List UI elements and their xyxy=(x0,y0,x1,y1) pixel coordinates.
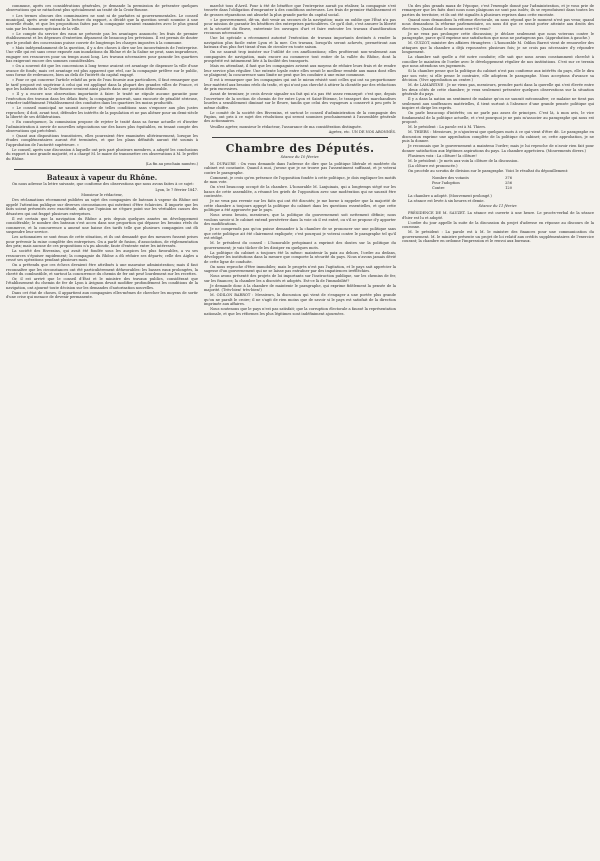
paragraph: Si la chambre pense que la politique du cabinet n'est pas conforme aux intérêts du pays, elle le dira par son vote; si elle pense le contraire, elle adoptera le paragraphe. Nous acceptons d'avance sa décision. (Vive approbation au centre.) xyxy=(402,69,594,83)
paragraph: marché tous d'Avril. Pour à été de bénéfice que l'entreprise aurait pu réaliser, la compagnie s'est trouvée dans l'obligation d'emprunter à des conditions onéreuses. Les frais de premier établissement et de grosses réparations ont absorbé la plus grande partie du capital social. xyxy=(204,4,396,17)
article-commune-body xyxy=(6,4,198,161)
paragraph: Mais en attendant, il faut que les compagnies avisent aux moyens de réduire leurs frais et de rendre leur service plus régulier. Une entente loyale entre elles serait le meilleur remède aux maux dont elles se plaignent; la concurrence sans limite ne peut que les conduire à une ruine commune. xyxy=(204,64,396,78)
paragraph: commune, après ces considérations générales, je demande la permission de présenter quelques observations qui se rattachent plus spécialement au traité de la Croix-Rousse. xyxy=(6,4,198,13)
paragraph: On procède au scrutin de division sur le paragraphe. Voici le résultat du dépouillement: xyxy=(408,168,569,173)
paragraph: Je ne comprends pas qu'on puisse demander à la chambre de se prononcer sur une politique sans que cette politique ait été clairement expliquée; c'est pourquoi je voterai contre le paragraphe tel qu'il est rédigé. xyxy=(204,227,396,241)
paragraph: Je ne veux pas revenir sur les faits qui ont été discutés; je me borne à rappeler que la majorité de cette chambre a toujours appuyé la politique du cabinet dans les questions essentielles, et que cette politique a été approuvée par le pays. xyxy=(204,199,396,213)
article-bateaux-body xyxy=(6,198,198,300)
paragraph: « Le gouvernement, dit-on, doit venir au secours de la navigation; mais on oublie que l'État n'a pas pour mission de garantir les bénéfices des entreprises particulières. Ce qu'il doit, c'est assurer la liberté et la sécurité du fleuve, entretenir les ouvrages d'art et faire exécuter les travaux d'amélioration reconnus nécessaires. xyxy=(204,17,396,36)
section-divider xyxy=(212,137,388,138)
paragraph: M. GUIZOT, ministre des affaires étrangères : L'honorable M. Odilon Barrot vient de renouveler des attaques que la chambre a déjà repoussées plusieurs fois; je ne crois pas nécessaire d'y répondre longuement. xyxy=(402,41,594,55)
paragraph: Or, il est arrivé que le conseil d'État et le ministre des travaux publics, considérant que l'établissement du chemin de fer de Lyon à Avignon devait modifier profondément les conditions de la navigation, ont ajourné toute décision sur les demandes d'autorisation nouvelles. xyxy=(6,277,198,290)
section-divider xyxy=(14,169,190,170)
paragraph: Je reconnais que le gouvernement a maintenu l'ordre; mais je lui reproche de n'avoir rien fait pour donner satisfaction aux légitimes aspirations du pays. La chambre appréciera. (Mouvements divers.) xyxy=(402,144,594,153)
paragraph: M. THIERS : Messieurs, je n'ajouterai que quelques mots à ce qui vient d'être dit. Le paragraphe en discussion exprime une approbation complète de la politique du cabinet; or, cette approbation, je ne puis la donner. xyxy=(402,130,594,144)
paragraph: Le comité de la société des Riverains, et surtout le conseil d'administration de la compagnie des Papins, ont pris à ce sujet des résolutions qui seront soumises prochainement à l'assemblée générale des actionnaires. xyxy=(204,110,396,124)
column-2 xyxy=(204,4,396,853)
paragraph: Il est à remarquer que les compagnies qui ont le mieux résisté sont celles qui ont su proportionner leur matériel aux besoins réels du trafic, et qui n'ont pas cherché à attirer la clientèle par des réductions de prix excessives. xyxy=(204,78,396,92)
paragraph: Nous avons besoin, messieurs, que la politique du gouvernement soit nettement définie; nous voulons savoir si le cabinet entend persévérer dans la voie où il est entré, ou s'il se propose d'y apporter des modifications. xyxy=(204,213,396,227)
letter-signature: Agréez, etc. UN DE NOS ABONNÉS. xyxy=(328,129,396,134)
paragraph: Je ne veux pas prolonger cette discussion; je déclare seulement que nous voterons contre le paragraphe, parce qu'il exprime une satisfaction que nous ne partageons pas. (Approbation à gauche.) xyxy=(402,31,594,41)
paragraph: M. le président : La parole est à M. Thiers. xyxy=(408,125,487,130)
letter-dateline: Lyon, le 7 février 1847. xyxy=(155,187,198,192)
column-3 xyxy=(402,4,594,853)
paragraph: « Le conseil municipal ne saurait accepter de telles conditions sans s'exposer aux plus justes reproches; il doit, avant tout, défendre les intérêts de la population et ne pas aliéner pour un demi-siècle la liberté de ses délibérations. xyxy=(6,106,198,120)
paragraph: Nous soutenons que le pays n'est pas satisfait; que la corruption électorale a faussé la représentation nationale, et que les réformes les plus légitimes sont indéfiniment ajournées. xyxy=(204,307,396,316)
paragraph: M. ODILON BARROT : Messieurs, la discussion qui vient de s'engager a une portée plus grande qu'on ne paraît le croire; il ne s'agit de rien moins que de savoir si le pays est satisfait de la direction imprimée aux affaires. xyxy=(204,293,396,307)
paragraph: On ne saurait trop insister sur l'utilité de ces améliorations; elles profiteront non-seulement aux compagnies de navigation, mais encore au commerce tout entier de la vallée du Rhône, dont la prospérité est intimement liée à la facilité des transports. xyxy=(204,50,396,64)
paragraph: (La clôture est prononcée.) xyxy=(408,163,458,168)
section-title-bateaux: Bateaux à vapeur du Rhône. xyxy=(46,173,158,183)
paragraph: « Mais indépendamment de la question, il y a des choses à dire sur les inconvénients de l'entreprise. Une ville qui est sans cesse exposée aux inondations du Rhône et de la Saône ne peut, sans imprudence, engager ses ressources pour un temps aussi long. Les travaux nécessaires pour garantir les quartiers bas exigeront encore des sommes considérables. xyxy=(6,45,198,64)
session-date: Séance du 10 février. xyxy=(280,155,320,160)
paragraph: M. le président du conseil : L'honorable préopinant a exprimé des doutes sur la politique du gouvernement; je vais tâcher de les dissiper en quelques mots. xyxy=(204,241,396,250)
paragraph: La société des Riverains, qui avait été fondée sous les auspices les plus favorables, a vu ses ressources s'épuiser rapidement; la compagnie du Rhône a dû réduire ses départs; celle des Aigles a cessé ses opérations pendant plusieurs mois. xyxy=(6,249,198,263)
paragraph: Dans cet état de choses, il appartient aux compagnies elles-mêmes de chercher les moyens de sortir d'une crise qui menace de devenir permanente. xyxy=(6,290,198,300)
vote-label: Pour l'adoption xyxy=(432,181,460,186)
paragraph: Il y a dans la nation un sentiment de malaise qu'on ne saurait méconnaître; ce malaise ne tient pas seulement aux souffrances matérielles, il tient surtout à l'absence d'une grande pensée politique qui inspire et dirige les esprits. xyxy=(402,97,594,111)
vote-value: 120 xyxy=(505,186,512,191)
paragraph: Il est certain que la navigation du Rhône a pris depuis quelques années un développement considérable; le nombre des bateaux s'est accru dans une proportion qui dépasse les besoins réels du commerce, et la concurrence a amené une baisse des tarifs telle que plusieurs compagnies ont dû suspendre leur service. xyxy=(6,216,198,235)
paragraph: Des réclamations récemment publiées au sujet des compagnies de bateaux à vapeur du Rhône ont appelé l'attention publique sur diverses circonstances qui méritent d'être éclaircies. Il importe que les faits soient présentés avec exactitude, afin que l'opinion ne s'égare point sur les véritables causes des désastres qui ont frappé plusieurs entreprises. xyxy=(6,198,198,216)
paragraph: La chambre sait quelle a été notre conduite; elle sait que nous avons constamment cherché à concilier le maintien de l'ordre avec le développement régulier de nos institutions. C'est sur ce terrain que nous attendons ses jugements. xyxy=(402,55,594,69)
paragraph: Plusieurs voix : La clôture! la clôture! xyxy=(408,153,477,158)
paragraph: On s'est beaucoup occupé de la chambre. L'honorable M. Lanjuinais, qui a longtemps siégé sur les bancs de cette assemblée, a résumé les griefs de l'opposition avec une modération qui ne saurait être contestée. xyxy=(204,185,396,199)
newspaper-page xyxy=(6,4,594,853)
article-chambre-body xyxy=(204,162,396,316)
paragraph: Avant de terminer, je crois devoir signaler un fait qui n'a pas été assez remarqué: c'est que, depuis l'ouverture de la section de chemin de fer entre Lyon et Saint-Étienne, le transport des marchandises lourdes a sensiblement diminué sur le fleuve, tandis que celui des voyageurs a conservé à peu près le même chiffre. xyxy=(204,92,396,110)
paragraph: Veuillez agréer, monsieur le rédacteur, l'assurance de ma considération distinguée. xyxy=(210,124,362,129)
continued-note: (La fin au prochain numéro.) xyxy=(145,161,198,166)
session-close: La séance est levée à six heures et demie. xyxy=(408,199,485,204)
vote-value: 256 xyxy=(505,181,512,186)
paragraph: « Quant aux dispositions transitoires, elles pourraient être examinées ultérieurement, lorsque les études complémentaires auront été terminées, et que les plans définitifs auront été soumis à l'approbation de l'autorité supérieure. » xyxy=(6,134,198,147)
paragraph: « Les termes obscurs des commissaires ne sont ni de parfaites ni gouvernementales. Le conseil municipal, après avoir entendu la lecture du rapport, a décidé que la question serait soumise à une nouvelle étude, et que les propositions faites par la compagnie seraient examinées avec le plus grand soin par les hommes spéciaux de la ville. xyxy=(6,13,198,31)
vote-label: Contre xyxy=(432,186,445,191)
paragraph: Un des plus grands maux de l'époque, c'est l'exemple donné par l'administration, et je vous prie de remarquer que les faits dont nous nous plaignons ne sont pas isolés; ils se reproduisent dans toutes les parties du territoire, et ils ont été signalés à plusieurs reprises dans cette enceinte. xyxy=(402,4,594,17)
paragraph: Je demande donc à la chambre de maintenir le paragraphe, qui exprime fidèlement la pensée de la majorité. (Très-bien! très-bien!) xyxy=(204,283,396,293)
paragraph: M. DUFAURE : On vous demande dans l'adresse de dire que la politique libérale et modérée du cabinet est constante. Quand à moi, j'avoue que je ne trouve pas l'assentiment suffisant, et je voterai contre le paragraphe. xyxy=(204,162,396,175)
vote-row xyxy=(432,186,512,191)
paragraph: L'ordre du jour appelle la suite de la discussion du projet d'adresse en réponse au discours de la couronne. xyxy=(402,220,594,230)
article-session-2-body xyxy=(402,211,594,243)
vote-label: Nombre des votants xyxy=(432,176,469,181)
paragraph: Comment, je crois qu'en présence de l'opposition fondée à cette politique, je dois expliquer les motifs de mon vote. xyxy=(204,175,396,185)
paragraph: On nous reproche d'être immobiles; mais le progrès n'est pas l'agitation, et le pays sait apprécier la sagesse d'un gouvernement qui ne se laisse pas entraîner par des impatiences irréfléchies. xyxy=(204,264,396,274)
paragraph: Une loi spéciale a récemment autorisé l'exécution de travaux importants destinés à rendre la navigation plus facile entre Lyon et la mer. Ces travaux, lorsqu'ils seront achevés, permettront aux bateaux d'un plus fort tirant d'eau de circuler en toute saison. xyxy=(204,36,396,50)
session-date-2: Séance du 11 février. xyxy=(478,204,518,209)
paragraph: « En conséquence, la commission propose de rejeter le traité dans sa forme actuelle et d'inviter l'administration à ouvrir de nouvelles négociations sur des bases plus équitables, en tenant compte des observations qui précèdent. xyxy=(6,120,198,133)
paragraph: « Le compte du service des eaux ne présente pas les avantages annoncés; les frais de premier établissement et les dépenses d'entretien dépassent de beaucoup les prévisions. Il est permis de douter que le produit des concessions puisse couvrir de longtemps les charges imposées à la commune. xyxy=(6,31,198,45)
paragraph: M. de LAMARTINE : Je ne viens pas, messieurs, prendre parti dans la querelle qui s'est élevée entre les deux côtés de cette chambre; je veux seulement présenter quelques observations sur la situation générale du pays. xyxy=(402,83,594,97)
column-1 xyxy=(6,4,198,853)
article-bateaux-continued xyxy=(204,4,396,129)
paragraph: On parle beaucoup d'intérêts; on ne parle pas assez de principes. C'est là, à mon avis, le vice fondamental de la politique actuelle, et c'est pourquoi je ne puis m'associer au paragraphe qui nous est proposé. xyxy=(402,111,594,125)
paragraph: Quand nous demandons la réforme électorale, on nous répond que le moment n'est pas venu; quand nous demandons la réforme parlementaire, on nous dit que ce serait porter atteinte aux droits des électeurs. Quand donc le moment sera-t-il venu? xyxy=(402,17,594,31)
vote-value: 376 xyxy=(505,176,512,181)
paragraph: « Pour ce qui concerne l'article relatif au prix de l'eau fournie aux particuliers, il faut remarquer que le tarif proposé est supérieur à celui qui est appliqué dans la plupart des grandes villes de France, et que les habitants de la Croix-Rousse seraient ainsi placés dans une position défavorable. xyxy=(6,78,198,92)
paragraph: M. le président : La parole est à M. le ministre des finances pour une communication du gouvernement. M. le ministre présente un projet de loi relatif aux crédits supplémentaires de l'exercice courant; la chambre en ordonne l'impression et le renvoi aux bureaux. xyxy=(402,230,594,244)
vote-results xyxy=(432,176,594,191)
section-intro: On nous adresse la lettre suivante, que conforme des observations que nous avons faites à ce sujet: xyxy=(12,182,194,187)
paragraph: M. le président : Je mets aux voix la clôture de la discussion. xyxy=(408,158,519,163)
paragraph: La politique du cabinet a toujours été la même: maintenir la paix au dehors, l'ordre au dedans, développer les institutions dans la mesure que comporte la sécurité du pays. Nous n'avons jamais dévié de cette ligne de conduite. xyxy=(204,250,396,264)
paragraph: Le conseil, après une discussion à laquelle ont pris part plusieurs membres, a adopté les conclusions du rapport à une grande majorité, et a chargé M. le maire de transmettre ces observations à M. le préfet du Rhône. xyxy=(6,147,198,161)
vote-outcome: La chambre a adopté. (Mouvement prolongé.) xyxy=(408,194,492,199)
paragraph: On a prétendu que ces échecs devaient être attribués à une mauvaise administration; mais il faut reconnaître que les circonstances ont été particulièrement défavorables: les basses eaux prolongées, la cherté du combustible, et surtout la concurrence du chemin de fer ont pesé lourdement sur les recettes. xyxy=(6,263,198,276)
letter-salutation: Monsieur le rédacteur, xyxy=(81,193,123,198)
paragraph: PRÉSIDENCE DE M. SAUZET. La séance est ouverte à une heure. Le procès-verbal de la séance d'hier est lu et adopté. xyxy=(402,211,594,220)
paragraph: « On a souvent dit que les concessions à long terme avaient cet avantage de dispenser la ville d'une avance de fonds; mais cet avantage est plus apparent que réel, car la compagnie prélève sur le public, sous forme de redevances, bien au delà de l'intérêt du capital engagé. xyxy=(6,64,198,78)
paragraph: « Il y a encore une observation importante à faire: le traité ne stipule aucune garantie pour l'exécution des travaux dans les délais fixés; la compagnie pourrait, sans encourir de pénalité sérieuse, retarder indéfiniment l'établissement des conduites dans les quartiers les moins productifs. xyxy=(6,92,198,106)
paragraph: Nous avons présenté des projets de loi importants sur l'instruction publique, sur les chemins de fer, sur les finances; la chambre les a discutés et adoptés. Est-ce là de l'immobilité? xyxy=(204,274,396,283)
section-title-chambre: Chambre des Députés. xyxy=(225,142,375,156)
article-chambre-continued xyxy=(402,4,594,173)
paragraph: Les actionnaires se sont émus de cette situation, et ils ont demandé que des mesures fussent prises pour prévenir la ruine complète des entreprises. On a parlé de fusion, d'association, de réglementation des prix; mais aucune de ces propositions n'a pu aboutir, faute d'entente entre les intéressés. xyxy=(6,235,198,249)
